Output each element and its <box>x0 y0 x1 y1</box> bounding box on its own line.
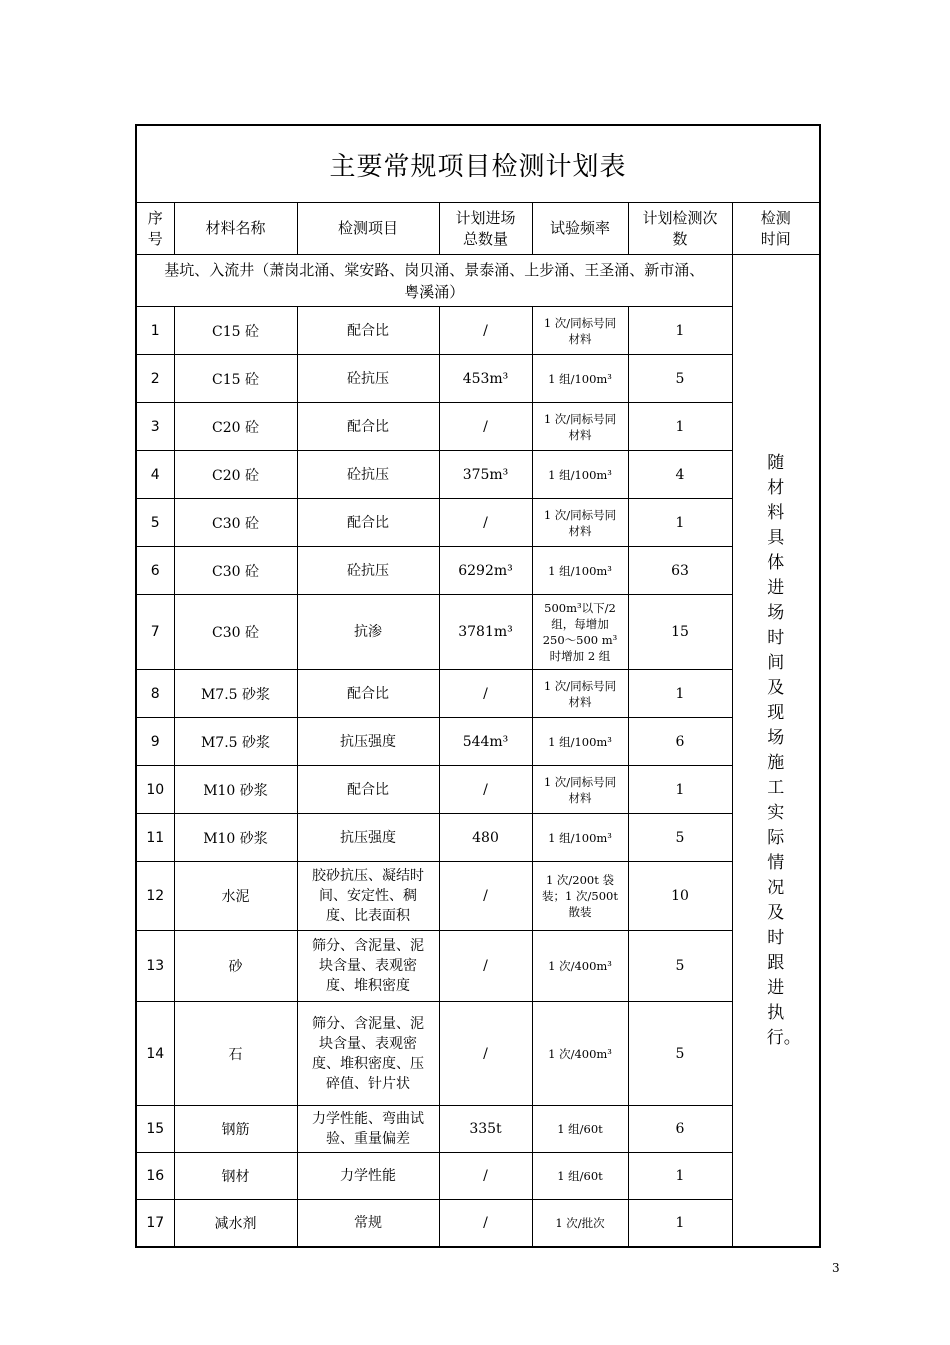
table-row <box>136 307 820 355</box>
cell-item: 力学性能 <box>297 1153 439 1200</box>
cell-material: C30 砼 <box>174 547 297 595</box>
table-row <box>136 595 820 670</box>
section-heading: 基坑、入流井（萧岗北涌、棠安路、岗贝涌、景泰涌、上步涌、王圣涌、新市涌、粤溪涌） <box>136 255 732 307</box>
cell-frequency: 1 次/200t 袋装；1 次/500t 散装 <box>532 862 628 931</box>
cell-item: 抗压强度 <box>297 814 439 862</box>
table-row <box>136 451 820 499</box>
cell-count: 4 <box>628 451 732 499</box>
table-row <box>136 403 820 451</box>
cell-no: 6 <box>136 547 174 595</box>
cell-material: C30 砼 <box>174 499 297 547</box>
remark-text: 随材料具体进场时间及现场施工实际情况及时跟进执行。 <box>766 452 801 1048</box>
cell-count: 63 <box>628 547 732 595</box>
cell-material: M7.5 砂浆 <box>174 718 297 766</box>
table-row <box>136 766 820 814</box>
cell-count: 6 <box>628 718 732 766</box>
cell-item: 配合比 <box>297 766 439 814</box>
cell-frequency: 500m³以下/2组，每增加250～500 m³时增加 2 组 <box>532 595 628 670</box>
table-row <box>136 499 820 547</box>
header-no: 序号 <box>136 203 174 255</box>
cell-no: 14 <box>136 1002 174 1106</box>
cell-frequency: 1 次/同标号同材料 <box>532 670 628 718</box>
cell-quantity: 544m³ <box>439 718 532 766</box>
cell-frequency: 1 组/100m³ <box>532 547 628 595</box>
cell-frequency: 1 组/60t <box>532 1106 628 1153</box>
table-row <box>136 1106 820 1153</box>
table-row <box>136 355 820 403</box>
cell-item: 力学性能、弯曲试验、重量偏差 <box>297 1106 439 1153</box>
cell-count: 5 <box>628 931 732 1002</box>
header-quantity: 计划进场总数量 <box>439 203 532 255</box>
cell-count: 6 <box>628 1106 732 1153</box>
cell-no: 11 <box>136 814 174 862</box>
cell-count: 1 <box>628 1153 732 1200</box>
header-count: 计划检测次数 <box>628 203 732 255</box>
cell-quantity: 453m³ <box>439 355 532 403</box>
table-row <box>136 1153 820 1200</box>
cell-count: 1 <box>628 403 732 451</box>
cell-quantity: 6292m³ <box>439 547 532 595</box>
cell-material: 石 <box>174 1002 297 1106</box>
cell-item: 配合比 <box>297 499 439 547</box>
cell-item: 砼抗压 <box>297 547 439 595</box>
cell-no: 16 <box>136 1153 174 1200</box>
cell-material: C20 砼 <box>174 451 297 499</box>
cell-no: 1 <box>136 307 174 355</box>
cell-quantity: / <box>439 499 532 547</box>
cell-item: 抗压强度 <box>297 718 439 766</box>
cell-no: 12 <box>136 862 174 931</box>
cell-frequency: 1 次/400m³ <box>532 1002 628 1106</box>
cell-no: 17 <box>136 1200 174 1248</box>
cell-frequency: 1 次/批次 <box>532 1200 628 1248</box>
table-row <box>136 931 820 1002</box>
cell-material: M10 砂浆 <box>174 766 297 814</box>
cell-frequency: 1 次/同标号同材料 <box>532 307 628 355</box>
cell-count: 1 <box>628 307 732 355</box>
cell-count: 1 <box>628 670 732 718</box>
cell-frequency: 1 组/100m³ <box>532 814 628 862</box>
cell-quantity: 375m³ <box>439 451 532 499</box>
cell-frequency: 1 次/400m³ <box>532 931 628 1002</box>
cell-quantity: / <box>439 766 532 814</box>
cell-quantity: / <box>439 1002 532 1106</box>
cell-frequency: 1 组/60t <box>532 1153 628 1200</box>
cell-no: 4 <box>136 451 174 499</box>
table-row <box>136 670 820 718</box>
cell-item: 常规 <box>297 1200 439 1248</box>
cell-no: 13 <box>136 931 174 1002</box>
cell-no: 5 <box>136 499 174 547</box>
cell-material: C15 砼 <box>174 307 297 355</box>
cell-item: 配合比 <box>297 307 439 355</box>
cell-frequency: 1 组/100m³ <box>532 355 628 403</box>
table-row <box>136 814 820 862</box>
cell-count: 15 <box>628 595 732 670</box>
cell-quantity: / <box>439 1200 532 1248</box>
cell-quantity: / <box>439 670 532 718</box>
cell-item: 筛分、含泥量、泥块含量、表观密度、堆积密度、压碎值、针片状 <box>297 1002 439 1106</box>
cell-item: 配合比 <box>297 670 439 718</box>
cell-count: 10 <box>628 862 732 931</box>
cell-no: 8 <box>136 670 174 718</box>
cell-quantity: 335t <box>439 1106 532 1153</box>
header-time: 检测时间 <box>732 203 820 255</box>
table-row <box>136 547 820 595</box>
cell-count: 5 <box>628 355 732 403</box>
cell-frequency: 1 次/同标号同材料 <box>532 766 628 814</box>
header-material: 材料名称 <box>174 203 297 255</box>
inspection-plan-table <box>135 124 821 1248</box>
cell-no: 9 <box>136 718 174 766</box>
cell-no: 10 <box>136 766 174 814</box>
cell-item: 胶砂抗压、凝结时间、安定性、稠度、比表面积 <box>297 862 439 931</box>
cell-material: C30 砼 <box>174 595 297 670</box>
cell-quantity: 3781m³ <box>439 595 532 670</box>
cell-material: M7.5 砂浆 <box>174 670 297 718</box>
cell-quantity: / <box>439 862 532 931</box>
cell-item: 筛分、含泥量、泥块含量、表观密度、堆积密度 <box>297 931 439 1002</box>
cell-item: 砼抗压 <box>297 451 439 499</box>
cell-frequency: 1 组/100m³ <box>532 451 628 499</box>
cell-frequency: 1 次/同标号同材料 <box>532 499 628 547</box>
header-item: 检测项目 <box>297 203 439 255</box>
table-row <box>136 862 820 931</box>
cell-item: 抗渗 <box>297 595 439 670</box>
cell-count: 1 <box>628 1200 732 1248</box>
cell-count: 5 <box>628 1002 732 1106</box>
header-frequency: 试验频率 <box>532 203 628 255</box>
cell-no: 7 <box>136 595 174 670</box>
cell-quantity: / <box>439 307 532 355</box>
cell-no: 2 <box>136 355 174 403</box>
table-row <box>136 718 820 766</box>
cell-quantity: / <box>439 931 532 1002</box>
page-number: 3 <box>832 1261 840 1275</box>
cell-quantity: 480 <box>439 814 532 862</box>
cell-material: 钢材 <box>174 1153 297 1200</box>
cell-count: 1 <box>628 766 732 814</box>
cell-no: 3 <box>136 403 174 451</box>
cell-item: 砼抗压 <box>297 355 439 403</box>
cell-count: 5 <box>628 814 732 862</box>
cell-material: 水泥 <box>174 862 297 931</box>
cell-no: 15 <box>136 1106 174 1153</box>
remark-cell <box>732 255 820 1248</box>
cell-material: C15 砼 <box>174 355 297 403</box>
cell-material: C20 砼 <box>174 403 297 451</box>
table-row <box>136 1002 820 1106</box>
cell-material: 砂 <box>174 931 297 1002</box>
cell-frequency: 1 次/同标号同材料 <box>532 403 628 451</box>
table-row <box>136 1200 820 1248</box>
cell-frequency: 1 组/100m³ <box>532 718 628 766</box>
cell-material: 钢筋 <box>174 1106 297 1153</box>
cell-quantity: / <box>439 1153 532 1200</box>
cell-material: M10 砂浆 <box>174 814 297 862</box>
table-title: 主要常规项目检测计划表 <box>136 125 820 203</box>
cell-item: 配合比 <box>297 403 439 451</box>
cell-material: 减水剂 <box>174 1200 297 1248</box>
cell-quantity: / <box>439 403 532 451</box>
cell-count: 1 <box>628 499 732 547</box>
